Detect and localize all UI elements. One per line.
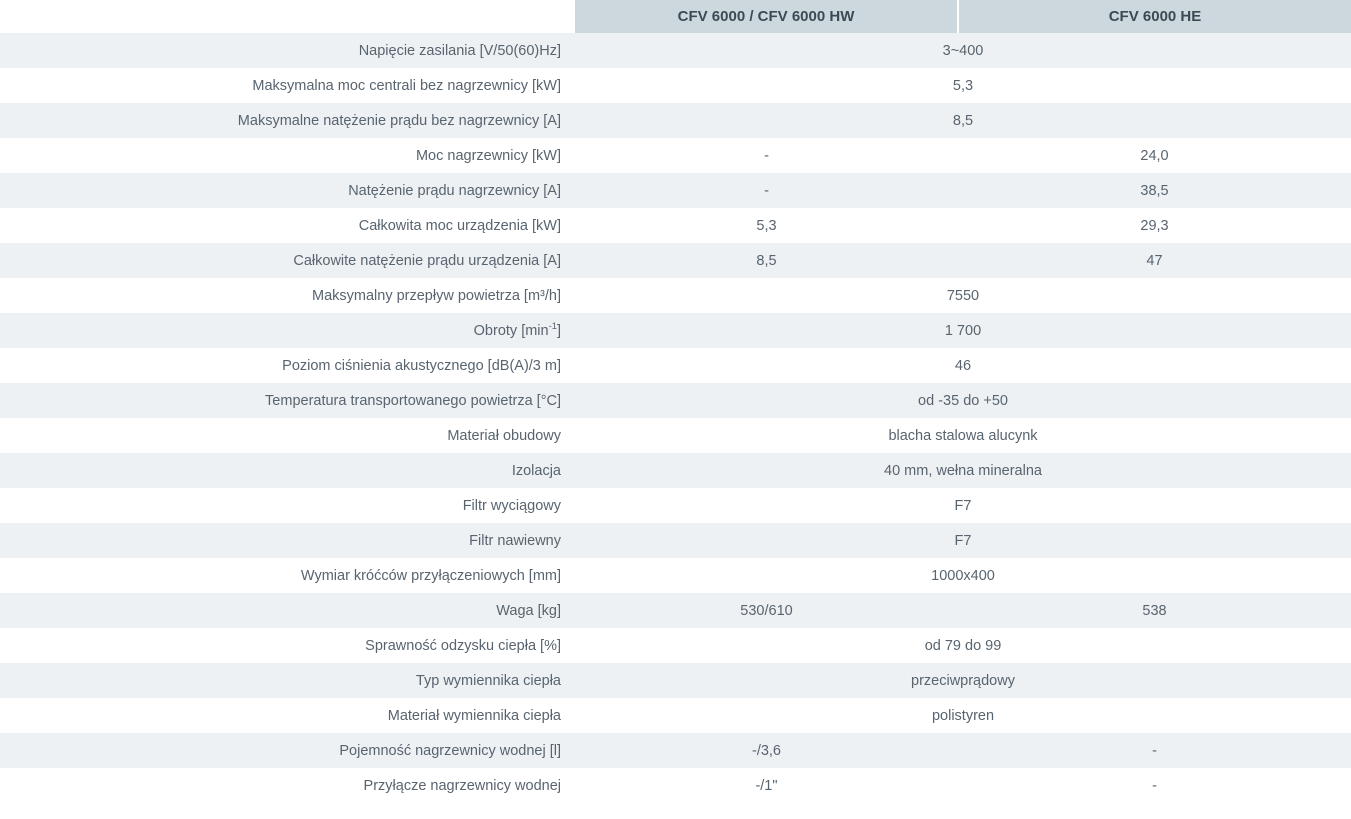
table-row	[0, 768, 1351, 803]
row-value-col-2: 29,3	[958, 208, 1351, 243]
header-col-2: CFV 6000 HE	[958, 0, 1351, 33]
table-row	[0, 663, 1351, 698]
row-value-shared: F7	[575, 488, 1351, 523]
row-label: Izolacja	[0, 453, 575, 488]
table-row	[0, 453, 1351, 488]
row-value-shared: 1 700	[575, 313, 1351, 348]
table-header	[0, 0, 1351, 33]
table-body	[0, 33, 1351, 803]
row-value-col-1: -/1"	[575, 768, 958, 803]
table-row	[0, 733, 1351, 768]
row-label: Temperatura transportowanego powietrza [°C]	[0, 383, 575, 418]
row-value-col-2: 24,0	[958, 138, 1351, 173]
row-label: Wymiar króćców przyłączeniowych [mm]	[0, 558, 575, 593]
row-label: Waga [kg]	[0, 593, 575, 628]
row-label: Maksymalne natężenie prądu bez nagrzewnicy [A]	[0, 103, 575, 138]
table-row	[0, 33, 1351, 68]
row-value-col-1: -	[575, 173, 958, 208]
row-label: Maksymalny przepływ powietrza [m³/h]	[0, 278, 575, 313]
row-value-shared: przeciwprądowy	[575, 663, 1351, 698]
table-row	[0, 313, 1351, 348]
header-col-1: CFV 6000 / CFV 6000 HW	[575, 0, 958, 33]
row-label: Pojemność nagrzewnicy wodnej [l]	[0, 733, 575, 768]
table-row	[0, 628, 1351, 663]
row-label: Poziom ciśnienia akustycznego [dB(A)/3 m]	[0, 348, 575, 383]
row-value-col-1: 8,5	[575, 243, 958, 278]
row-value-shared: polistyren	[575, 698, 1351, 733]
row-value-shared: F7	[575, 523, 1351, 558]
row-value-col-2: 47	[958, 243, 1351, 278]
table-row	[0, 523, 1351, 558]
table-row	[0, 243, 1351, 278]
row-value-shared: 7550	[575, 278, 1351, 313]
table-row	[0, 558, 1351, 593]
row-value-col-2: -	[958, 768, 1351, 803]
row-value-shared: od -35 do +50	[575, 383, 1351, 418]
row-value-shared: blacha stalowa alucynk	[575, 418, 1351, 453]
row-label: Materiał wymiennika ciepła	[0, 698, 575, 733]
row-label: Przyłącze nagrzewnicy wodnej	[0, 768, 575, 803]
table-row	[0, 698, 1351, 733]
row-value-col-2: 538	[958, 593, 1351, 628]
row-label: Maksymalna moc centrali bez nagrzewnicy [kW]	[0, 68, 575, 103]
table-row	[0, 418, 1351, 453]
row-value-col-2: -	[958, 733, 1351, 768]
table-row	[0, 383, 1351, 418]
table-row	[0, 348, 1351, 383]
row-value-col-2: 38,5	[958, 173, 1351, 208]
row-value-col-1: -/3,6	[575, 733, 958, 768]
table-row	[0, 103, 1351, 138]
row-value-shared: 1000x400	[575, 558, 1351, 593]
row-label: Moc nagrzewnicy [kW]	[0, 138, 575, 173]
row-label: Sprawność odzysku ciepła [%]	[0, 628, 575, 663]
table-row	[0, 488, 1351, 523]
row-label: Typ wymiennika ciepła	[0, 663, 575, 698]
row-label: Obroty $[\min^{-1}]$	[0, 313, 575, 348]
table-row	[0, 138, 1351, 173]
row-value-shared: 5,3	[575, 68, 1351, 103]
row-value-shared: od 79 do 99	[575, 628, 1351, 663]
table-row	[0, 208, 1351, 243]
row-label: Natężenie prądu nagrzewnicy [A]	[0, 173, 575, 208]
table-row	[0, 173, 1351, 208]
table-header-row	[0, 0, 1351, 33]
table-row	[0, 278, 1351, 313]
row-label: Filtr wyciągowy	[0, 488, 575, 523]
header-blank	[0, 0, 575, 33]
row-label: Całkowite natężenie prądu urządzenia [A]	[0, 243, 575, 278]
row-value-shared: 8,5	[575, 103, 1351, 138]
row-label: Filtr nawiewny	[0, 523, 575, 558]
row-label: Napięcie zasilania [V/50(60)Hz]	[0, 33, 575, 68]
row-value-shared: 40 mm, wełna mineralna	[575, 453, 1351, 488]
row-label: Całkowita moc urządzenia [kW]	[0, 208, 575, 243]
row-value-col-1: 5,3	[575, 208, 958, 243]
table-row	[0, 68, 1351, 103]
row-value-col-1: 530/610	[575, 593, 958, 628]
row-label: Materiał obudowy	[0, 418, 575, 453]
row-value-shared: 3~400	[575, 33, 1351, 68]
row-value-shared: 46	[575, 348, 1351, 383]
row-value-col-1: -	[575, 138, 958, 173]
table-row	[0, 593, 1351, 628]
